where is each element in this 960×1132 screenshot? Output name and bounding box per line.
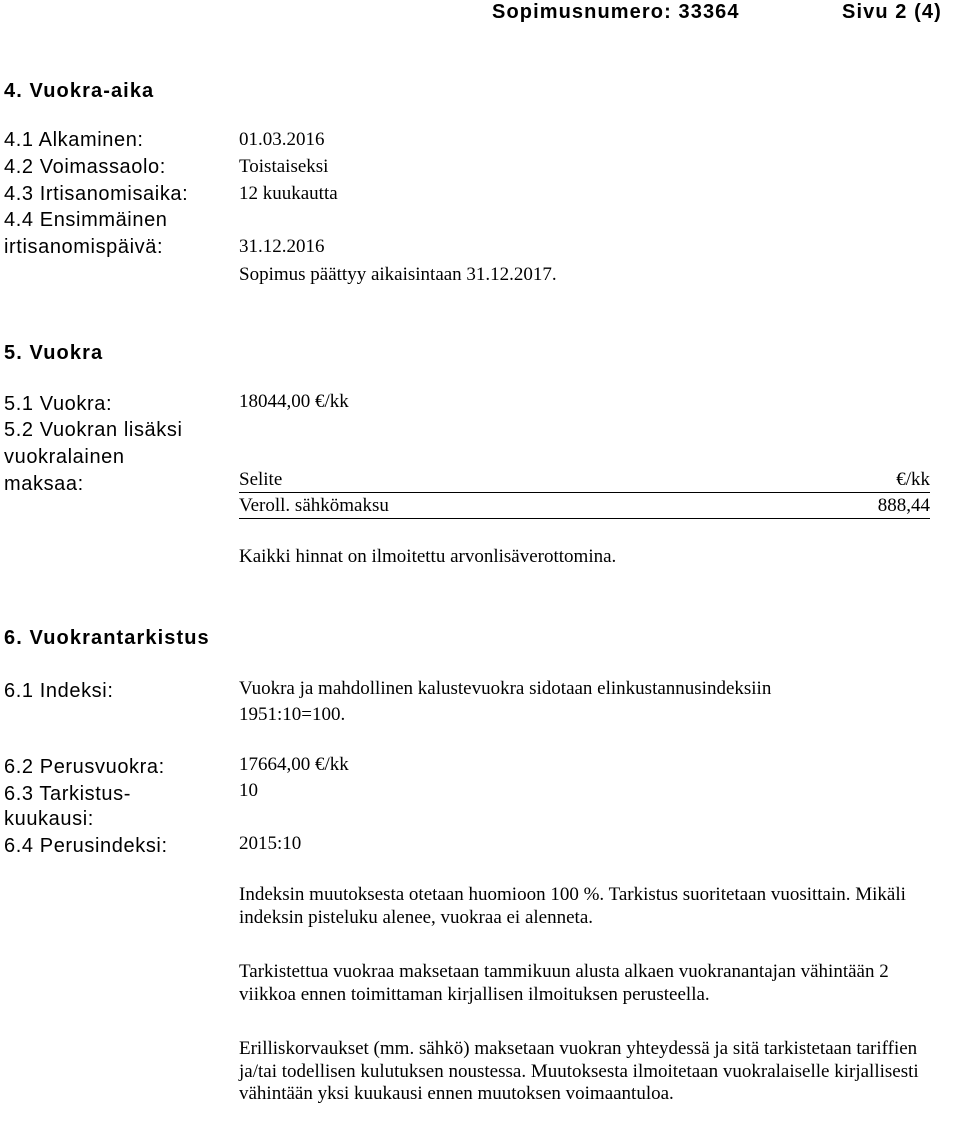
notice-label: 4.3 Irtisanomisaika: [4,183,189,205]
table-header-amount: €/kk [896,469,930,490]
index-label: 6.1 Indeksi: [4,680,114,702]
contract-number: Sopimusnumero: 33364 [492,1,740,23]
review-month-label-line2: kuukausi: [4,808,94,830]
section-5-heading: 5. Vuokra [4,342,104,364]
vat-note: Kaikki hinnat on ilmoitettu arvonlisäverottomina. [239,546,617,567]
revised-rent-paragraph: Tarkistettua vuokraa maksetaan tammikuun alusta alkaen vuokranantajan vähintään 2 viikkoa ennen toimittaman kirjallisen ilmoituksen perusteella. [239,961,889,1005]
review-month-label-line1: 6.3 Tarkistus- [4,783,131,805]
index-value-line1: Vuokra ja mahdollinen kalustevuokra sidotaan elinkustannusindeksiin [239,678,772,699]
table-row-rule [239,518,930,519]
separate-charges-paragraph: Erilliskorvaukset (mm. sähkö) maksetaan vuokran yhteydessä ja sitä tarkistetaan tariffien ja/tai todellisen kulutuksen noustessa. Muutoksesta ilmoitetaan vuokralaiselle kirjallisesti vähintään yksi kuukausi ennen muutoksen voimaantuloa. [239,1038,919,1104]
rent-value: 18044,00 €/kk [239,391,349,412]
extra-payments-label-line2: vuokralainen [4,446,125,468]
first-notice-label-line2: irtisanomispäivä: [4,236,164,258]
review-month-value: 10 [239,780,258,801]
contract-end-note: Sopimus päättyy aikaisintaan 31.12.2017. [239,264,557,285]
section-6-heading: 6. Vuokrantarkistus [4,627,210,649]
table-row-amount: 888,44 [877,495,930,516]
rent-label: 5.1 Vuokra: [4,393,113,415]
table-header-rule [239,492,930,493]
first-notice-value: 31.12.2016 [239,236,325,257]
index-change-paragraph: Indeksin muutoksesta otetaan huomioon 100 %. Tarkistus suoritetaan vuosittain. Mikäli indeksin pisteluku alenee, vuokraa ei alenneta. [239,884,906,928]
base-index-label: 6.4 Perusindeksi: [4,835,168,857]
validity-value: Toistaiseksi [239,156,329,177]
start-value: 01.03.2016 [239,129,325,150]
extra-payments-label-line1: 5.2 Vuokran lisäksi [4,419,183,441]
extra-payments-label-line3: maksaa: [4,473,84,495]
notice-value: 12 kuukautta [239,183,338,204]
first-notice-label-line1: 4.4 Ensimmäinen [4,209,168,231]
base-rent-value: 17664,00 €/kk [239,754,349,775]
index-value-line2: 1951:10=100. [239,704,346,725]
section-4-heading: 4. Vuokra-aika [4,80,155,102]
table-header-description: Selite [239,469,283,490]
base-rent-label: 6.2 Perusvuokra: [4,756,165,778]
page-number: Sivu 2 (4) [842,1,942,23]
start-label: 4.1 Alkaminen: [4,129,144,151]
table-row-description: Veroll. sähkömaksu [239,495,389,516]
base-index-value: 2015:10 [239,833,302,854]
validity-label: 4.2 Voimassaolo: [4,156,166,178]
